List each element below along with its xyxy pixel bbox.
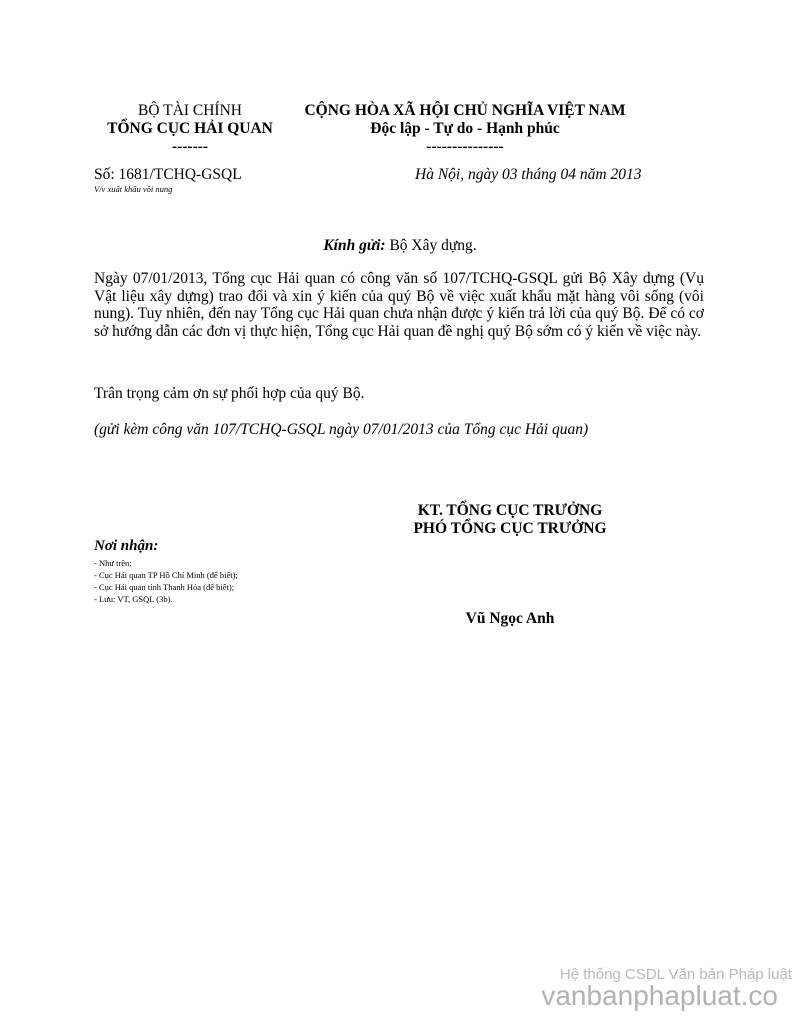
signature-line-2: PHÓ TỔNG CỤC TRƯỞNG (413, 520, 607, 537)
recipient-line (0, 237, 800, 255)
recipients-list (94, 557, 238, 605)
document-number: Số: 1681/TCHQ-GSQL (94, 166, 242, 183)
agency-name: BỘ TÀI CHÍNH (138, 102, 242, 119)
department-name: TỔNG CỤC HẢI QUAN (107, 120, 273, 137)
national-header (290, 102, 640, 156)
national-motto: Độc lập - Tự do - Hạnh phúc (370, 120, 560, 137)
watermark-line-1: Hệ thống CSDL Văn bản Pháp luật (559, 966, 792, 983)
header-right-divider: --------------- (426, 138, 504, 155)
list-item: - Như trên; (94, 558, 132, 568)
watermark-line-2: vanbanphapluat.co (541, 980, 778, 1011)
recipient-label: Kính gửi: (323, 237, 386, 254)
body-paragraph: Ngày 07/01/2013, Tổng cục Hải quan có công văn số 107/TCHQ-GSQL gửi Bộ Xây dựng (Vụ Vật liệu xây dựng) trao đổi và xin ý kiến của quý Bộ về việc xuất khẩu mặt hàng vôi sống (vôi nung). Tuy nhiên, đến nay Tổng cục Hải quan chưa nhận được ý kiến trả lời của quý Bộ. Để có cơ sở hướng dẫn các đơn vị thực hiện, Tổng cục Hải quan đề nghị quý Bộ sớm có ý kiến về việc này. (94, 270, 704, 340)
thanks-line: Trân trọng cảm ơn sự phối hợp của quý Bộ. (94, 385, 365, 402)
signer-name: Vũ Ngọc Anh (465, 610, 555, 627)
issuing-agency-header (60, 102, 320, 156)
recipients-list-title: Nơi nhận: (94, 538, 159, 554)
list-item: - Cục Hải quan TP Hồ Chí Minh (để biết); (94, 570, 238, 580)
header-left-divider: ------- (171, 138, 209, 155)
recipient-name: Bộ Xây dựng. (389, 237, 477, 254)
attachment-note: (gửi kèm công văn 107/TCHQ-GSQL ngày 07/01/2013 của Tổng cục Hải quan) (94, 421, 589, 438)
list-item: - Cục Hải quan tỉnh Thanh Hóa (để biết); (94, 582, 235, 592)
signature-title-block (380, 502, 640, 538)
signature-line-1: KT. TỔNG CỤC TRƯỞNG (417, 502, 603, 519)
document-subject: V/v xuất khẩu vôi nung (94, 184, 173, 194)
place-date: Hà Nội, ngày 03 tháng 04 năm 2013 (415, 166, 642, 183)
nation-name: CỘNG HÒA XÃ HỘI CHỦ NGHĨA VIỆT NAM (304, 102, 626, 119)
list-item: - Lưu: VT, GSQL (3b). (94, 594, 173, 604)
